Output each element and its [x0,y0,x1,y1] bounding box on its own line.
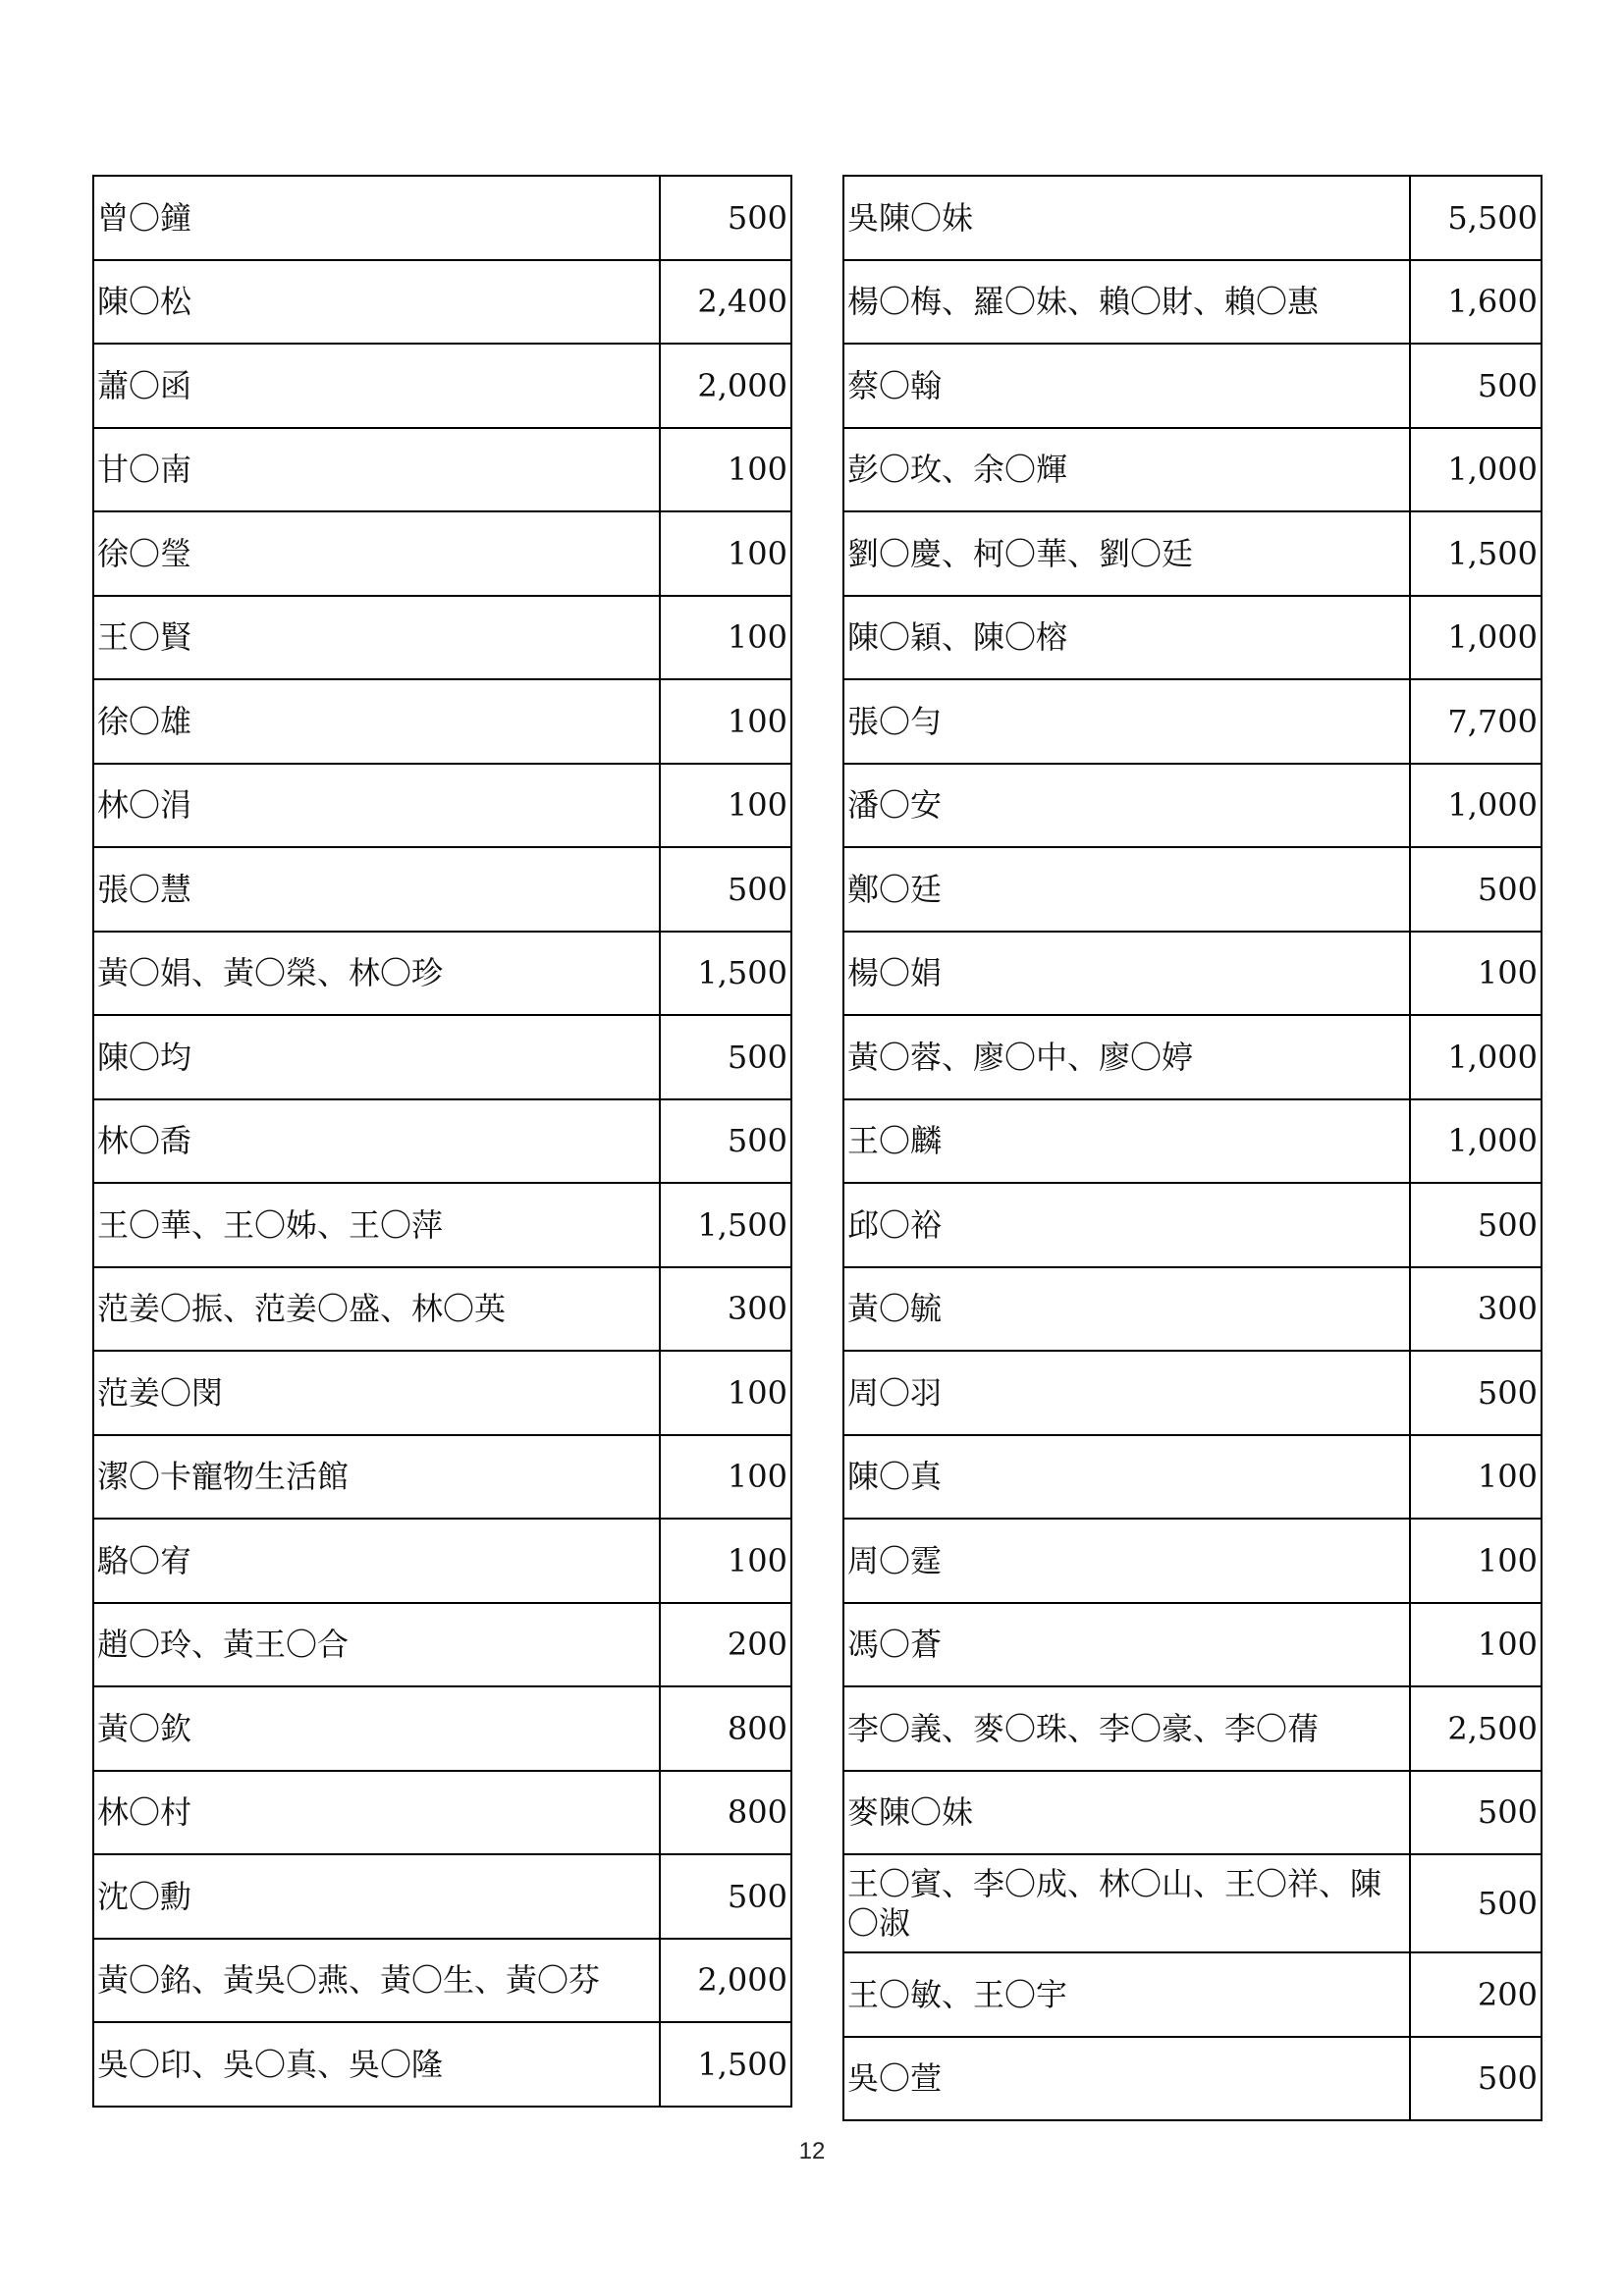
donation-amount: 300 [660,1267,791,1352]
donation-amount: 200 [1410,1952,1542,2037]
donation-amount: 100 [660,511,791,596]
donation-amount: 300 [1410,1267,1542,1352]
donor-name: 王〇賓、李〇成、林〇山、王〇祥、陳〇淑 [843,1854,1410,1952]
table-row [843,1854,1542,1952]
donation-amount: 1,500 [660,2022,791,2107]
donation-amount: 500 [660,1015,791,1099]
table-row [843,847,1542,932]
donor-name: 周〇羽 [843,1351,1410,1435]
donation-amount: 1,500 [1410,511,1542,596]
table-row [93,344,791,428]
table-row [93,1015,791,1099]
donor-name: 蕭〇函 [93,344,660,428]
donation-amount: 1,000 [1410,764,1542,848]
page-number: 12 [798,2138,826,2164]
donation-amount: 2,400 [660,260,791,345]
donor-name: 張〇慧 [93,847,660,932]
donor-name: 李〇義、麥〇珠、李〇豪、李〇蒨 [843,1686,1410,1771]
donor-name: 潘〇安 [843,764,1410,848]
donor-name: 范姜〇振、范姜〇盛、林〇英 [93,1267,660,1352]
table-row [843,1519,1542,1603]
table-row [93,1939,791,2023]
table-row [843,1771,1542,1855]
donation-amount: 500 [1410,847,1542,932]
donation-amount: 100 [660,428,791,512]
table-row [843,764,1542,848]
donation-amount: 100 [660,1351,791,1435]
table-row [93,932,791,1016]
donor-name: 潔〇卡寵物生活館 [93,1435,660,1520]
donation-amount: 500 [660,1854,791,1939]
table-row [93,428,791,512]
donation-amount: 500 [1410,1183,1542,1267]
donation-amount: 500 [660,176,791,260]
table-row [93,1854,791,1939]
donor-table-right [842,175,1543,2121]
donor-name: 范姜〇閔 [93,1351,660,1435]
donor-name: 徐〇雄 [93,679,660,764]
donation-amount: 100 [660,1435,791,1520]
donation-amount: 200 [660,1603,791,1687]
donor-name: 王〇敏、王〇宇 [843,1952,1410,2037]
donor-name: 周〇霆 [843,1519,1410,1603]
table-row [93,1603,791,1687]
donation-amount: 2,000 [660,1939,791,2023]
table-row [843,344,1542,428]
donor-name: 吳〇印、吳〇真、吳〇隆 [93,2022,660,2107]
table-row [843,2037,1542,2121]
donor-name: 王〇賢 [93,596,660,680]
table-row [93,596,791,680]
table-row [843,1686,1542,1771]
donation-amount: 7,700 [1410,679,1542,764]
table-row [93,511,791,596]
donor-name: 駱〇宥 [93,1519,660,1603]
donation-amount: 100 [660,596,791,680]
donation-amount: 1,000 [1410,596,1542,680]
table-row [843,596,1542,680]
donation-amount: 1,000 [1410,1015,1542,1099]
donor-name: 王〇華、王〇姊、王〇萍 [93,1183,660,1267]
donor-name: 陳〇松 [93,260,660,345]
table-row [843,260,1542,345]
table-row [843,1183,1542,1267]
donor-name: 沈〇勳 [93,1854,660,1939]
donor-name: 鄭〇廷 [843,847,1410,932]
donor-name: 陳〇穎、陳〇榕 [843,596,1410,680]
table-row [93,1351,791,1435]
donor-table-left [92,175,792,2108]
donor-name: 黃〇蓉、廖〇中、廖〇婷 [843,1015,1410,1099]
table-row [843,1603,1542,1687]
donor-name: 林〇涓 [93,764,660,848]
table-row [843,511,1542,596]
donation-amount: 100 [660,679,791,764]
donor-name: 馮〇蒼 [843,1603,1410,1687]
donor-name: 曾〇鐘 [93,176,660,260]
donation-amount: 2,500 [1410,1686,1542,1771]
donor-name: 張〇勻 [843,679,1410,764]
table-row [93,1771,791,1855]
donor-name: 楊〇梅、羅〇妹、賴〇財、賴〇惠 [843,260,1410,345]
table-row [93,1435,791,1520]
table-row [843,176,1542,260]
table-row [93,679,791,764]
donor-table-left-body [93,176,791,2107]
table-row [843,1015,1542,1099]
donation-amount: 100 [660,764,791,848]
donation-amount: 500 [660,847,791,932]
donor-name: 麥陳〇妹 [843,1771,1410,1855]
donation-amount: 500 [1410,344,1542,428]
donation-amount: 800 [660,1686,791,1771]
donor-name: 邱〇裕 [843,1183,1410,1267]
table-row [93,2022,791,2107]
table-row [93,1267,791,1352]
table-row [93,1686,791,1771]
donor-name: 楊〇娟 [843,932,1410,1016]
donation-amount: 500 [1410,2037,1542,2121]
donor-name: 黃〇娟、黃〇榮、林〇珍 [93,932,660,1016]
donation-amount: 500 [660,1099,791,1184]
table-row [843,679,1542,764]
donor-name: 林〇喬 [93,1099,660,1184]
table-row [93,1099,791,1184]
donation-amount: 100 [1410,1519,1542,1603]
donation-amount: 1,000 [1410,428,1542,512]
donor-name: 蔡〇翰 [843,344,1410,428]
table-row [93,1183,791,1267]
donation-amount: 500 [1410,1854,1542,1952]
donor-name: 吳陳〇妹 [843,176,1410,260]
donor-name: 劉〇慶、柯〇華、劉〇廷 [843,511,1410,596]
table-row [843,1267,1542,1352]
donor-name: 趙〇玲、黃王〇合 [93,1603,660,1687]
donation-amount: 2,000 [660,344,791,428]
table-row [843,428,1542,512]
donation-amount: 100 [1410,1435,1542,1520]
donation-amount: 500 [1410,1771,1542,1855]
donor-table-right-body [843,176,1542,2120]
table-row [843,932,1542,1016]
donor-name: 彭〇玫、余〇輝 [843,428,1410,512]
donation-amount: 500 [1410,1351,1542,1435]
donation-amount: 800 [660,1771,791,1855]
donation-amount: 1,600 [1410,260,1542,345]
donor-name: 黃〇欽 [93,1686,660,1771]
table-row [93,260,791,345]
donor-name: 黃〇銘、黃吳〇燕、黃〇生、黃〇芬 [93,1939,660,2023]
donation-amount: 5,500 [1410,176,1542,260]
donation-amount: 100 [1410,1603,1542,1687]
table-row [93,1519,791,1603]
donor-name: 吳〇萱 [843,2037,1410,2121]
donor-name: 陳〇均 [93,1015,660,1099]
donor-name: 陳〇真 [843,1435,1410,1520]
donor-name: 王〇麟 [843,1099,1410,1184]
table-row [843,1952,1542,2037]
donation-amount: 1,500 [660,1183,791,1267]
donation-amount: 100 [1410,932,1542,1016]
table-row [93,176,791,260]
table-row [843,1435,1542,1520]
table-row [843,1099,1542,1184]
table-row [93,847,791,932]
table-row [843,1351,1542,1435]
donation-amount: 1,000 [1410,1099,1542,1184]
donor-name: 黃〇毓 [843,1267,1410,1352]
donation-amount: 100 [660,1519,791,1603]
donation-amount: 1,500 [660,932,791,1016]
donor-name: 林〇村 [93,1771,660,1855]
donor-name: 甘〇南 [93,428,660,512]
table-row [93,764,791,848]
donor-name: 徐〇瑩 [93,511,660,596]
